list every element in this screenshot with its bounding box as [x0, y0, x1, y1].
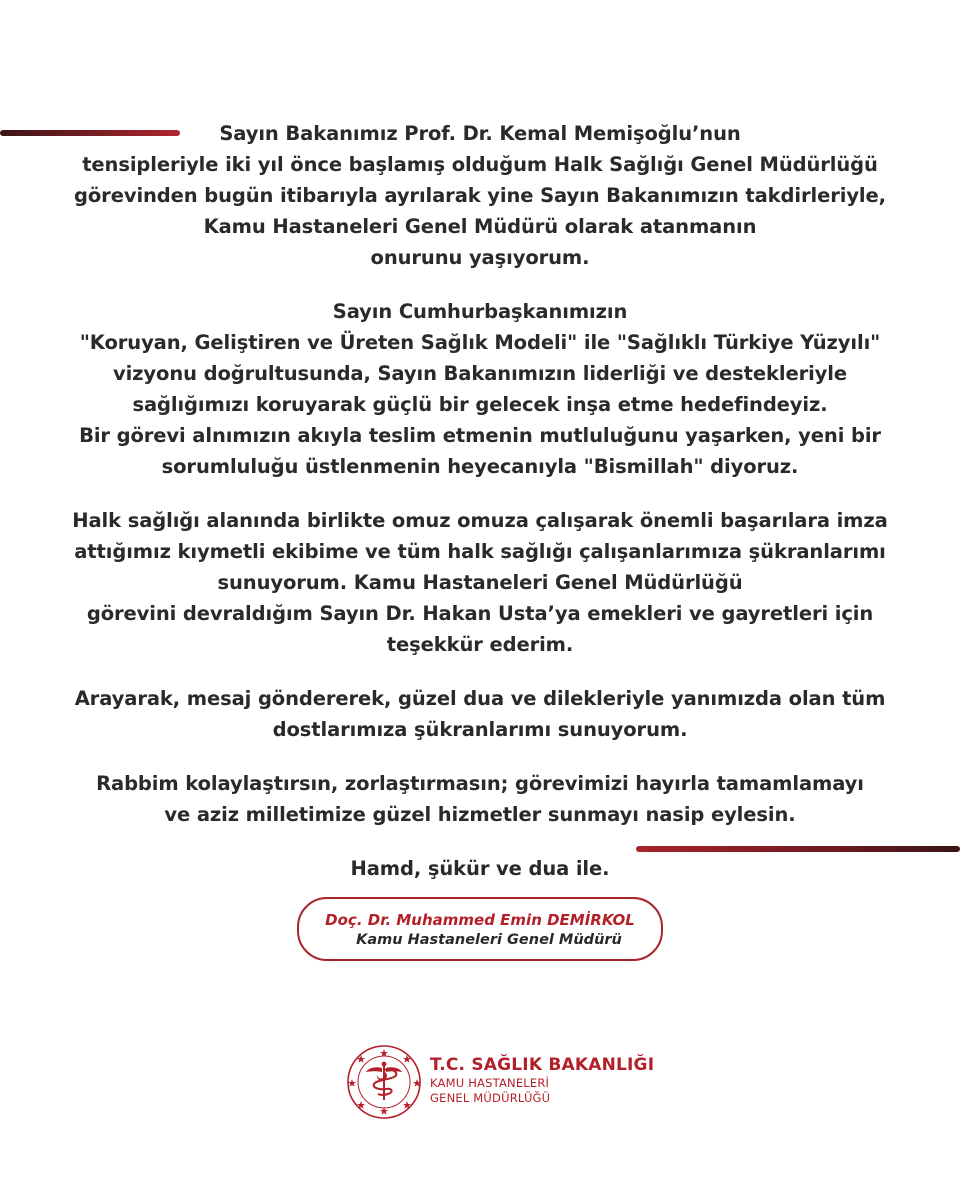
text-line: attığımız kıymetli ekibime ve tüm halk sağlığı çalışanlarımıza şükranlarımı: [74, 540, 886, 563]
text-line: vizyonu doğrultusunda, Sayın Bakanımızın liderliği ve destekleriyle: [112, 362, 847, 385]
unit-name-line-2: GENEL MÜDÜRLÜĞÜ: [430, 1091, 551, 1105]
text-line: sağlığımızı koruyarak güçlü bir gelecek inşa etme hedefindeyiz.: [132, 393, 828, 416]
text-line: Kamu Hastaneleri Genel Müdürü olarak atanmanın: [203, 215, 757, 238]
text-line: Sayın Bakanımız Prof. Dr. Kemal Memişoğlu’nun: [219, 122, 741, 145]
paragraph-2: [40, 296, 920, 482]
paragraph-3: [40, 505, 920, 660]
text-line: Halk sağlığı alanında birlikte omuz omuza çalışarak önemli başarılara imza: [72, 509, 888, 532]
text-line: sunuyorum. Kamu Hastaneleri Genel Müdürlüğü: [217, 571, 743, 594]
ministry-name: T.C. SAĞLIK BAKANLIĞI: [430, 1055, 655, 1075]
text-line: ve aziz milletimize güzel hizmetler sunmayı nasip eylesin.: [164, 803, 796, 826]
text-line: tensipleriyle iki yıl önce başlamış olduğum Halk Sağlığı Genel Müdürlüğü: [82, 153, 878, 176]
text-line: Bir görevi alnımızın akıyla teslim etmenin mutluluğunu yaşarken, yeni bir: [79, 424, 881, 447]
text-line: Rabbim kolaylaştırsın, zorlaştırmasın; görevimizi hayırla tamamlamayı: [96, 772, 864, 795]
closing-line: [40, 853, 920, 884]
text-line: sorumluluğu üstlenmenin heyecanıyla "Bismillah" diyoruz.: [161, 455, 799, 478]
organization-name-block: [430, 1054, 654, 1106]
signatory-name: Doç. Dr. Muhammed Emin DEMİRKOL: [325, 911, 635, 929]
text-line: görevinden bugün itibarıyla ayrılarak yine Sayın Bakanımızın takdirleriyle,: [74, 184, 886, 207]
text-line: dostlarımıza şükranlarımı sunuyorum.: [272, 718, 688, 741]
text-line: teşekkür ederim.: [386, 633, 574, 656]
text-line: Hamd, şükür ve dua ile.: [350, 857, 610, 880]
paragraph-1: [40, 118, 920, 273]
text-line: Sayın Cumhurbaşkanımızın: [332, 300, 628, 323]
paragraph-4: [40, 683, 920, 745]
text-line: "Koruyan, Geliştiren ve Üreten Sağlık Modeli" ile "Sağlıklı Türkiye Yüzyılı": [79, 331, 881, 354]
ministry-of-health-seal-icon: [346, 1044, 422, 1120]
signature-box: [297, 897, 663, 961]
text-line: Arayarak, mesaj göndererek, güzel dua ve dilekleriyle yanımızda olan tüm: [74, 687, 886, 710]
text-line: görevini devraldığım Sayın Dr. Hakan Usta’ya emekleri ve gayretleri için: [86, 602, 874, 625]
ministry-logo: [346, 1044, 655, 1124]
unit-name-line-1: KAMU HASTANELERİ: [430, 1076, 550, 1090]
signatory-title: Kamu Hastaneleri Genel Müdürü: [356, 932, 622, 948]
letter-body: [40, 118, 920, 907]
paragraph-5: [40, 768, 920, 830]
text-line: onurunu yaşıyorum.: [370, 246, 590, 269]
